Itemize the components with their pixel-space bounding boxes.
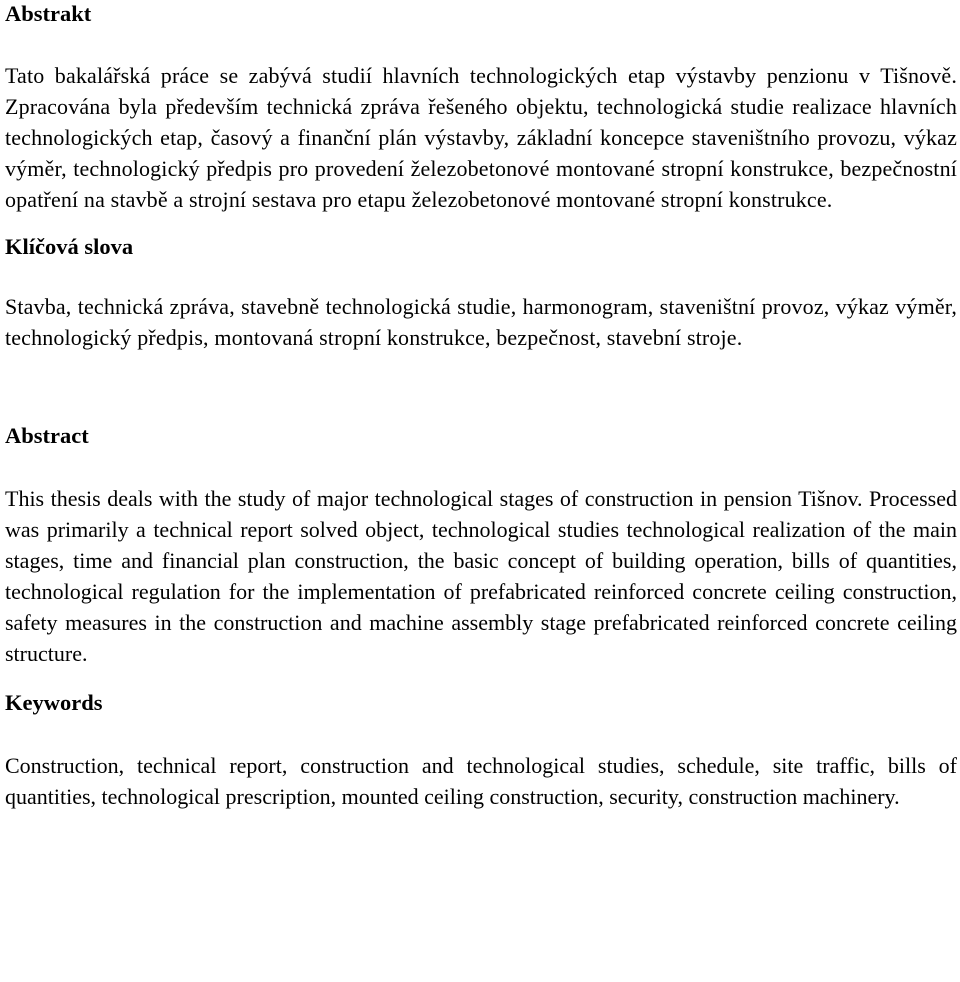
klicova-slova-heading: Klíčová slova (5, 234, 134, 259)
abstrakt-paragraph: Tato bakalářská práce se zabývá studií hlavních technologických etap výstavby penzionu v Tišnově. Zpracována byla především technická zpráva řešeného objektu, technologická studie realizace hlavních technologických etap, časový a finanční plán výstavby, základní koncepce staveništního provozu, výkaz výměr, technologický předpis pro provedení železobetonové montované stropní konstrukce, bezpečnostní opatření na stavbě a strojní sestava pro etapu železobetonové montované stropní konstrukce. (5, 63, 957, 212)
abstract-paragraph: This thesis deals with the study of major technological stages of construction in pension Tišnov. Processed was primarily a technical report solved object, technological studies technological realization of the main stages, time and financial plan construction, the basic concept of building operation, bills of quantities, technological regulation for the implementation of prefabricated reinforced concrete ceiling construction, safety measures in the construction and machine assembly stage prefabricated reinforced concrete ceiling structure. (5, 486, 957, 666)
keywords-heading: Keywords (5, 690, 103, 715)
document-page (5, 0, 957, 812)
klicova-slova-paragraph: Stavba, technická zpráva, stavebně technologická studie, harmonogram, staveništní provoz, výkaz výměr, technologický předpis, montovaná stropní konstrukce, bezpečnost, stavební stroje. (5, 294, 957, 350)
abstrakt-heading: Abstrakt (5, 1, 92, 26)
abstract-heading: Abstract (5, 423, 89, 448)
keywords-paragraph: Construction, technical report, construction and technological studies, schedule, site traffic, bills of quantities, technological prescription, mounted ceiling construction, security, construction machinery. (5, 753, 957, 809)
